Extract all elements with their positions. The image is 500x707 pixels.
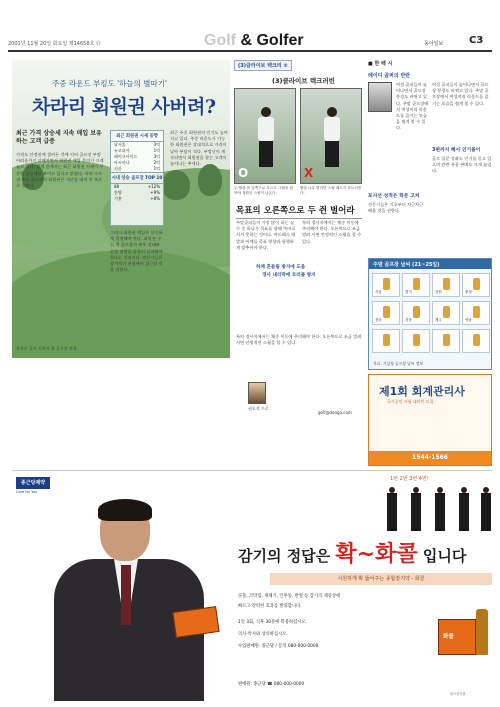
feature-article xyxy=(12,60,230,358)
table-row xyxy=(111,196,163,202)
page-header xyxy=(8,30,492,52)
section-title xyxy=(204,32,304,50)
correct-mark: O xyxy=(238,166,249,180)
series-title: (3)클라이브 텍크러빈 xyxy=(272,77,335,85)
lesson-body-2: 특히 경사지에서는 체중 이동에 주의해야 한다. 오른쪽으로 조금 벌려 서면 안정적인 스윙을 할 수 있다. xyxy=(302,220,362,244)
ad-copy-line: 1일 3회, 식후 30분에 복용하십시오. xyxy=(238,620,307,625)
hair xyxy=(98,499,152,521)
column-heading-2: 3편까지 해서 인기몰이 xyxy=(432,148,481,153)
lesson-subhead-1: 하체 흔들림 방지에 도움 xyxy=(256,265,306,270)
column-article xyxy=(368,60,492,260)
section-title-golf: Golf xyxy=(204,32,236,49)
lesson-body-1: 주말골퍼들이 가장 많이 하는 실수 중 하나가 목표를 향해 똑바로 서지 못하는 것이다. 어드레스 때 발과 어깨를 목표 방향과 평행하게 맞추어야 한다. xyxy=(236,220,296,250)
row-value: +12% xyxy=(147,184,160,189)
lesson-headline: 목표의 오른쪽으로 두 쥔 벌어라 xyxy=(236,204,362,219)
guide-cell-label: 경상 xyxy=(405,318,412,322)
ranking-table-title: 시내 상승 골프장 TOP 10 xyxy=(111,172,163,184)
ad-headline xyxy=(238,537,466,568)
row-name: 레이크사이드 xyxy=(114,154,138,159)
row-name: 아시아나 xyxy=(114,160,130,165)
feature-kicker: 주중 라운드 부킹도 '하늘의 별따기' xyxy=(52,79,168,88)
ad-headline-pre: 감기의 정답은 xyxy=(238,547,331,565)
accounting-ad-phone[interactable]: 1544-1566 xyxy=(369,451,491,465)
dancer-tagline: 1번 2번 3번 4번! xyxy=(390,476,429,482)
ad-headline-product: 확~화콜 xyxy=(335,542,418,567)
issue-date: 2001년 11월 20일 화요일 제14658호 ⑬ xyxy=(8,41,101,47)
accounting-ad-title: 제1회 회계관리사 xyxy=(379,385,465,398)
row-value: +8% xyxy=(150,196,160,201)
photo-caption-left: 두 팔을 몸 앞쪽으로 모으고 그립을 잡아야 정확한 스윙이 나온다. xyxy=(234,186,293,195)
row-value: 3억 xyxy=(153,142,160,147)
guide-cell xyxy=(432,329,460,353)
guide-cell-label: 충청 xyxy=(465,290,472,294)
guide-cell-label: 제주 xyxy=(435,318,442,322)
row-value: 2억 xyxy=(153,160,160,165)
photo-caption-right: 팔을 너무 벌리면 스윙 궤도가 흐트러진다. xyxy=(300,186,362,195)
golfer-head xyxy=(327,107,337,117)
dancer-figure xyxy=(434,487,446,531)
column-body-1: 여성 골퍼들이 늘어나면서 골프장 풍경도 바뀌고 있다. 주말 골프장에서 여성끼리 라운드를 즐기는 모습을 쉽게 볼 수 있다. xyxy=(396,82,429,131)
golfer-legs xyxy=(259,141,273,167)
guide-cell xyxy=(372,329,400,353)
ad-copy-line: 수입판매원: 종근당 / 문의 080-000-0000 xyxy=(238,644,319,649)
product-box xyxy=(438,619,476,655)
column-body-3: 전문가들은 기초부터 차근차근 배울 것을 권한다. xyxy=(368,202,424,214)
section-title-amp: & xyxy=(240,32,253,49)
author-name: 권오석 프로 xyxy=(248,406,269,411)
weather-guide xyxy=(368,258,492,370)
guide-cell-label: 전라 xyxy=(375,318,382,322)
guide-cell xyxy=(462,301,490,325)
product-box-held xyxy=(172,606,219,638)
lesson-photos xyxy=(234,60,362,200)
feature-column-1: 가격도 안정권에 접어든 것에 이어 골프장 부킹 어려움까지 더해지면서 회원권 매입 문의가 크게 늘고 있다. 업계 관계자는 최근 회원권 시세가 꾸준한 상승세를 보이고 있다고 밝혔다. 특히 수도권 주요 골프장의 회원권은 지난달 대비 큰 폭으로 올랐다. xyxy=(16,152,104,189)
product-package xyxy=(438,609,488,669)
guide-cell xyxy=(402,273,430,297)
golfer-figure xyxy=(322,107,342,167)
product-name: 화콜 xyxy=(443,634,454,640)
guide-cell-label: 경기 xyxy=(405,290,412,294)
accounting-ad-tagline: 국가공인 시험 대비반 모집 xyxy=(387,399,434,404)
brand-logo: 종근당제약 xyxy=(16,477,50,489)
guide-cell xyxy=(372,273,400,297)
guide-cell xyxy=(402,329,430,353)
ad-copy-line: 빠르고 강력한 효과를 발휘합니다. xyxy=(238,604,302,609)
tie xyxy=(121,565,131,625)
row-name: 안양 xyxy=(114,190,122,195)
dancer-figure xyxy=(410,487,422,531)
dancer-figure xyxy=(480,487,492,531)
dancers-strip xyxy=(384,477,492,533)
wrong-mark: X xyxy=(304,166,314,180)
feature-column-3: 최근 주중 회원권의 인기도 높아지고 있다. 주중 라운드가 가능한 회원권은 상대적으로 가격이 낮아 부담이 적다. 부킹난이 계속되면서 회원권을 찾는 고객이 늘어나는 추세다. xyxy=(170,130,228,167)
column-heading-1: 레이디 골퍼의 반란 xyxy=(368,73,411,79)
row-name: 뉴코리아 xyxy=(114,148,130,153)
dancer-figure xyxy=(458,487,470,531)
row-name: 88 xyxy=(114,184,120,189)
row-name: 남서울 xyxy=(114,142,126,147)
brand-slogan: Care for You xyxy=(16,490,38,494)
author-email[interactable]: golf@donga.com xyxy=(318,410,352,415)
row-value: 1억 xyxy=(153,166,160,171)
wrong-pose-photo xyxy=(300,88,362,184)
lesson-subhead-2: 경사 내리막에 트러블 방지 xyxy=(262,273,316,278)
page-number: C3 xyxy=(469,35,484,46)
feature-caption: 사진은 경기 지역의 한 골프장 전경. xyxy=(16,346,78,351)
feature-headline: 차라리 회원권 사버려? xyxy=(32,96,216,118)
ad-copy-line: 의사·약사와 상의하십시오. xyxy=(238,632,288,637)
feature-lead: 최근 가격 상승세 지속 매입 보유하는 고객 급증 xyxy=(16,130,102,145)
price-table-title: 최근 회원권 시세 동향 xyxy=(111,131,163,142)
medicine-ad[interactable] xyxy=(12,470,492,700)
row-name: 기흥 xyxy=(114,196,122,201)
feature-column-2: 그러나 회원권 매입은 신중하게 결정해야 한다. 회원권 구입 전 골프장의 재무 상태와 운영 현황을 꼼꼼히 살펴봐야 한다는 지적이다. 전문가들은 장기적인 관점에서 접근할 것을 권한다. xyxy=(110,230,163,273)
guide-title: 주말 골프장 날씨 (21~25일) xyxy=(369,259,491,269)
dancer-figure xyxy=(386,487,398,531)
golfer-legs xyxy=(325,141,339,167)
spokesman-photo xyxy=(34,501,214,701)
guide-cell xyxy=(432,273,460,297)
golfer-torso xyxy=(258,117,274,141)
price-table xyxy=(110,130,164,226)
guide-cell xyxy=(462,329,490,353)
lesson-article xyxy=(236,220,362,330)
column-header: ■ 한 백 시 xyxy=(368,60,392,67)
ad-copy-line: 콧물, 코막힘, 재채기, 인후통, 발열 등 감기의 제증상에 xyxy=(238,594,341,599)
row-name: 지산 xyxy=(114,166,122,171)
series-label: (3)클라이브 텍크리 ② xyxy=(234,60,292,71)
columnist-photo xyxy=(368,82,392,112)
ad-headline-post: 입니다 xyxy=(422,547,467,565)
column-body-1b: 여성 골퍼들이 늘어나면서 골프장 풍경도 바뀌고 있다. 주말 골프장에서 여성끼리 라운드를 즐기는 모습을 쉽게 볼 수 있다. xyxy=(432,82,489,106)
guide-cell-label: 서울 xyxy=(375,290,382,294)
ad-footer: 판매원: 종근당 ☎ 080-000-0000 xyxy=(238,682,305,687)
guide-cell xyxy=(372,301,400,325)
column-heading-3: 포지션 성적은 학문 고쳐 xyxy=(368,194,420,199)
guide-cell-label: 강원 xyxy=(435,290,442,294)
golfer-head xyxy=(261,107,271,117)
newspaper-name: 동아일보 xyxy=(424,41,444,47)
guide-cell xyxy=(432,301,460,325)
row-value: +9% xyxy=(150,190,160,195)
lesson-body-3: 특히 경사지에서는 체중 이동에 주의해야 한다. 오른쪽으로 조금 벌려 서면 안정적인 스윙을 할 수 있다. xyxy=(236,334,362,346)
correct-pose-photo xyxy=(234,88,296,184)
guide-cell xyxy=(402,301,430,325)
accounting-ad[interactable] xyxy=(368,374,492,466)
guide-cell-label: 영남 xyxy=(465,318,472,322)
author-photo xyxy=(248,382,266,404)
golfer-figure xyxy=(256,107,276,167)
row-value: 3억 xyxy=(153,154,160,159)
row-value: 1억 xyxy=(153,148,160,153)
column-body-2: 골프 입문 강좌도 인기를 끌고 있으며 관련 용품 판매도 크게 늘었다. xyxy=(432,156,492,174)
product-bottle xyxy=(476,609,488,655)
section-title-golfer: Golfer xyxy=(256,32,304,49)
ad-note: 광고심의필 xyxy=(450,692,466,696)
ad-subheadline: 시원하게 확 뚫어주는 종합감기약 - 화콜 xyxy=(270,573,492,585)
guide-cell xyxy=(462,273,490,297)
guide-footer: 자료: 기상청 골프장 날씨 정보 xyxy=(373,361,424,366)
golfer-torso xyxy=(324,117,340,141)
